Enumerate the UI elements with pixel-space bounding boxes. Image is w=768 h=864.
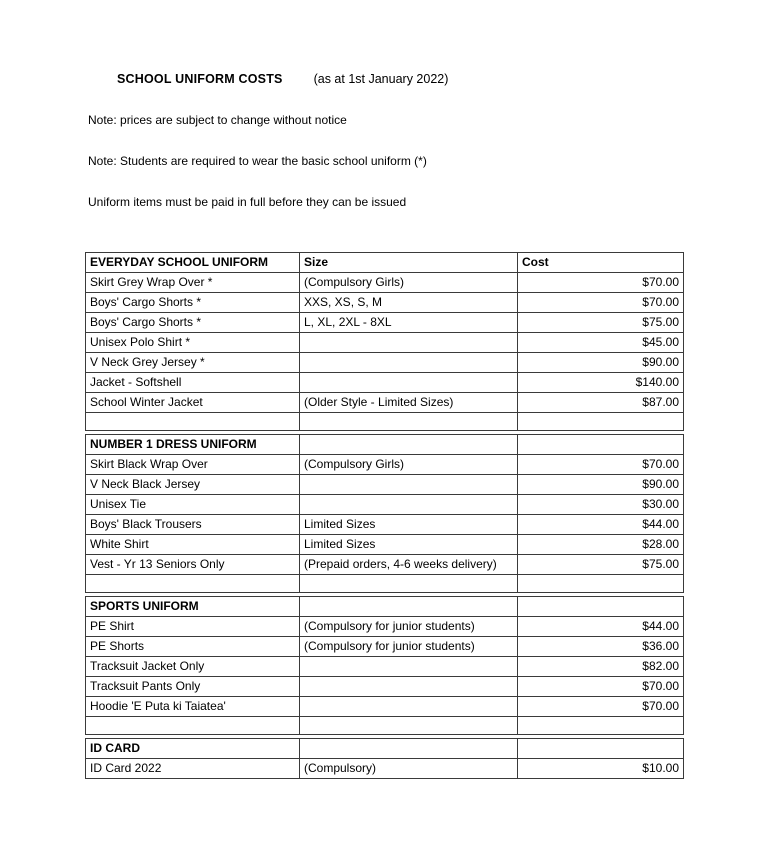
size-cell: [300, 677, 518, 697]
table-row: [86, 475, 684, 495]
spacer-row: [86, 413, 684, 431]
empty-cell: [518, 717, 684, 735]
note-prices: Note: prices are subject to change without notice: [88, 113, 347, 127]
empty-cell: [300, 575, 518, 593]
size-cell: (Compulsory Girls): [300, 455, 518, 475]
item-cell: Tracksuit Pants Only: [86, 677, 300, 697]
item-cell: White Shirt: [86, 535, 300, 555]
table-row: [86, 535, 684, 555]
table-everyday-school-uniform: [85, 252, 684, 431]
empty-cell: [518, 739, 684, 759]
cost-cell: $75.00: [518, 555, 684, 575]
section-header-everyday: EVERYDAY SCHOOL UNIFORM: [86, 253, 300, 273]
size-cell: [300, 495, 518, 515]
uniform-costs-tables: [85, 252, 684, 779]
section-header-id-card: ID CARD: [86, 739, 300, 759]
empty-cell: [300, 597, 518, 617]
document-header: [117, 72, 448, 86]
cost-cell: $75.00: [518, 313, 684, 333]
size-cell: XXS, XS, S, M: [300, 293, 518, 313]
table-row: [86, 617, 684, 637]
item-cell: PE Shirt: [86, 617, 300, 637]
document-title: SCHOOL UNIFORM COSTS: [117, 72, 283, 86]
size-cell: (Compulsory for junior students): [300, 617, 518, 637]
cost-column-header: Cost: [518, 253, 684, 273]
table-row: [86, 637, 684, 657]
table-header-row: [86, 253, 684, 273]
size-cell: (Compulsory Girls): [300, 273, 518, 293]
note-payment: Uniform items must be paid in full before they can be issued: [88, 195, 407, 209]
table-row: [86, 515, 684, 535]
table-number-1-dress-uniform: [85, 434, 684, 593]
table-header-row: [86, 435, 684, 455]
table-id-card: [85, 738, 684, 779]
table-row: [86, 293, 684, 313]
empty-cell: [518, 575, 684, 593]
section-header-number1: NUMBER 1 DRESS UNIFORM: [86, 435, 300, 455]
cost-cell: $70.00: [518, 455, 684, 475]
table-row: [86, 697, 684, 717]
cost-cell: $10.00: [518, 759, 684, 779]
note-basic-uniform: Note: Students are required to wear the basic school uniform (*): [88, 154, 427, 168]
empty-cell: [86, 717, 300, 735]
cost-cell: $70.00: [518, 677, 684, 697]
size-cell: L, XL, 2XL - 8XL: [300, 313, 518, 333]
empty-cell: [300, 435, 518, 455]
cost-cell: $44.00: [518, 515, 684, 535]
cost-cell: $70.00: [518, 697, 684, 717]
cost-cell: $44.00: [518, 617, 684, 637]
table-row: [86, 677, 684, 697]
size-cell: (Compulsory for junior students): [300, 637, 518, 657]
empty-cell: [518, 413, 684, 431]
item-cell: Unisex Polo Shirt *: [86, 333, 300, 353]
item-cell: Skirt Grey Wrap Over *: [86, 273, 300, 293]
table-row: [86, 455, 684, 475]
table-row: [86, 353, 684, 373]
empty-cell: [518, 435, 684, 455]
item-cell: ID Card 2022: [86, 759, 300, 779]
cost-cell: $70.00: [518, 293, 684, 313]
item-cell: Unisex Tie: [86, 495, 300, 515]
item-cell: V Neck Black Jersey: [86, 475, 300, 495]
cost-cell: $28.00: [518, 535, 684, 555]
cost-cell: $90.00: [518, 353, 684, 373]
cost-cell: $82.00: [518, 657, 684, 677]
item-cell: Vest - Yr 13 Seniors Only: [86, 555, 300, 575]
table-row: [86, 393, 684, 413]
item-cell: Jacket - Softshell: [86, 373, 300, 393]
cost-cell: $36.00: [518, 637, 684, 657]
item-cell: PE Shorts: [86, 637, 300, 657]
size-cell: [300, 697, 518, 717]
spacer-row: [86, 575, 684, 593]
section-header-sports: SPORTS UNIFORM: [86, 597, 300, 617]
table-row: [86, 333, 684, 353]
cost-cell: $30.00: [518, 495, 684, 515]
size-cell: (Older Style - Limited Sizes): [300, 393, 518, 413]
size-cell: [300, 373, 518, 393]
table-row: [86, 373, 684, 393]
table-row: [86, 273, 684, 293]
item-cell: V Neck Grey Jersey *: [86, 353, 300, 373]
item-cell: School Winter Jacket: [86, 393, 300, 413]
table-sports-uniform: [85, 596, 684, 735]
size-cell: [300, 353, 518, 373]
item-cell: Boys' Cargo Shorts *: [86, 313, 300, 333]
table-row: [86, 657, 684, 677]
document-title-date: (as at 1st January 2022): [313, 72, 449, 86]
table-row: [86, 495, 684, 515]
cost-cell: $70.00: [518, 273, 684, 293]
empty-cell: [86, 575, 300, 593]
cost-cell: $140.00: [518, 373, 684, 393]
empty-cell: [300, 739, 518, 759]
size-cell: Limited Sizes: [300, 515, 518, 535]
empty-cell: [300, 413, 518, 431]
size-cell: (Prepaid orders, 4-6 weeks delivery): [300, 555, 518, 575]
table-header-row: [86, 597, 684, 617]
table-row: [86, 759, 684, 779]
cost-cell: $87.00: [518, 393, 684, 413]
table-row: [86, 555, 684, 575]
size-column-header: Size: [300, 253, 518, 273]
item-cell: Hoodie 'E Puta ki Taiatea': [86, 697, 300, 717]
item-cell: Tracksuit Jacket Only: [86, 657, 300, 677]
size-cell: Limited Sizes: [300, 535, 518, 555]
size-cell: [300, 475, 518, 495]
empty-cell: [518, 597, 684, 617]
table-header-row: [86, 739, 684, 759]
empty-cell: [300, 717, 518, 735]
item-cell: Boys' Cargo Shorts *: [86, 293, 300, 313]
size-cell: [300, 333, 518, 353]
empty-cell: [86, 413, 300, 431]
spacer-row: [86, 717, 684, 735]
item-cell: Boys' Black Trousers: [86, 515, 300, 535]
cost-cell: $45.00: [518, 333, 684, 353]
cost-cell: $90.00: [518, 475, 684, 495]
table-row: [86, 313, 684, 333]
size-cell: [300, 657, 518, 677]
size-cell: (Compulsory): [300, 759, 518, 779]
item-cell: Skirt Black Wrap Over: [86, 455, 300, 475]
